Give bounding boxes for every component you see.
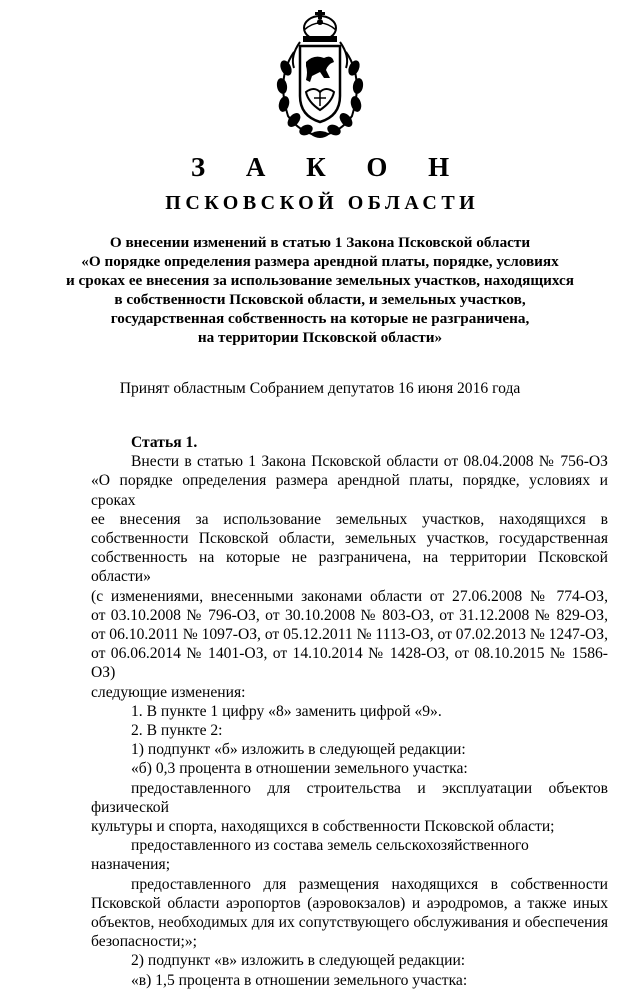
paragraph-line: объектов, необходимых для их сопутствующего обслуживания и обеспечения	[91, 914, 608, 932]
subject-line: в собственности Псковской области, и земельных участков,	[114, 291, 526, 308]
article-text-line: от 06.10.2011 № 1097-ОЗ, от 05.12.2011 № 1113-ОЗ, от 07.02.2013 № 1247-ОЗ,	[91, 626, 608, 644]
paragraph-line: Псковской области аэропортов (аэровокзалов) и аэродромов, а также иных	[91, 894, 608, 912]
adoption-statement: Принят областным Собранием депутатов 16 июня 2016 года	[119, 380, 521, 397]
article-text-line: следующие изменения:	[91, 683, 246, 701]
article-text-line: «О порядке определения размера арендной платы, порядке, условиях и сроках	[91, 472, 608, 509]
subitem-1: 1) подпункт «б» изложить в следующей редакции:	[131, 741, 466, 759]
subitem-2: 2) подпункт «в» изложить в следующей редакции:	[131, 952, 466, 970]
article-text-line: от 03.10.2008 № 796-ОЗ, от 30.10.2008 № 803-ОЗ, от 31.12.2008 № 829-ОЗ,	[91, 606, 608, 624]
paragraph-line: культуры и спорта, находящихся в собственности Псковской области;	[91, 818, 555, 836]
article-text-line: собственность на которые не разграничена, на территории Псковской области»	[91, 549, 608, 586]
item-1: 1. В пункте 1 цифру «8» заменить цифрой «9».	[131, 702, 442, 720]
paragraph-line: предоставленного для размещения находящихся в собственности	[131, 875, 608, 893]
subitem-2-text: «в) 1,5 процента в отношении земельного участка:	[131, 971, 468, 989]
subitem-1-text: «б) 0,3 процента в отношении земельного участка:	[131, 760, 468, 778]
pskov-oblast-coat-of-arms-emblem	[270, 6, 370, 146]
subject-line: О внесении изменений в статью 1 Закона Псковской области	[109, 234, 531, 251]
subject-line: государственная собственность на которые не разграничена,	[110, 310, 530, 327]
article-title: Статья 1.	[131, 434, 198, 451]
region-heading: ПСКОВСКОЙ ОБЛАСТИ	[165, 192, 480, 214]
law-subject-title	[60, 233, 580, 347]
article-text-line: собственности Псковской области, земельных участков, государственная	[91, 530, 608, 548]
article-text-line: от 06.06.2014 № 1401-ОЗ, от 14.10.2014 № 1428-ОЗ, от 08.10.2015 № 1586-ОЗ)	[91, 645, 608, 682]
paragraph-line: предоставленного из состава земель сельскохозяйственного назначения;	[91, 837, 529, 874]
crown-icon	[303, 10, 337, 42]
paragraph-line: предоставленного для строительства и эксплуатации объектов физической	[91, 779, 608, 816]
subject-line: на территории Псковской области»	[197, 329, 443, 346]
item-2: 2. В пункте 2:	[131, 722, 223, 740]
article-text-line: (с изменениями, внесенными законами области от 27.06.2008 № 774-ОЗ,	[91, 587, 608, 605]
law-heading: З А К О Н	[190, 152, 467, 182]
paragraph-line: безопасности;»;	[91, 933, 197, 951]
document-body	[91, 433, 608, 990]
subject-line: «О порядке определения размера арендной платы, порядке, условиях	[81, 253, 559, 270]
subject-line: и сроках ее внесения за использование земельных участков, находящихся	[65, 272, 574, 289]
article-text-line: Внести в статью 1 Закона Псковской области от 08.04.2008 № 756-ОЗ	[131, 453, 608, 471]
article-text-line: ее внесения за использование земельных участков, находящихся в	[91, 510, 608, 528]
